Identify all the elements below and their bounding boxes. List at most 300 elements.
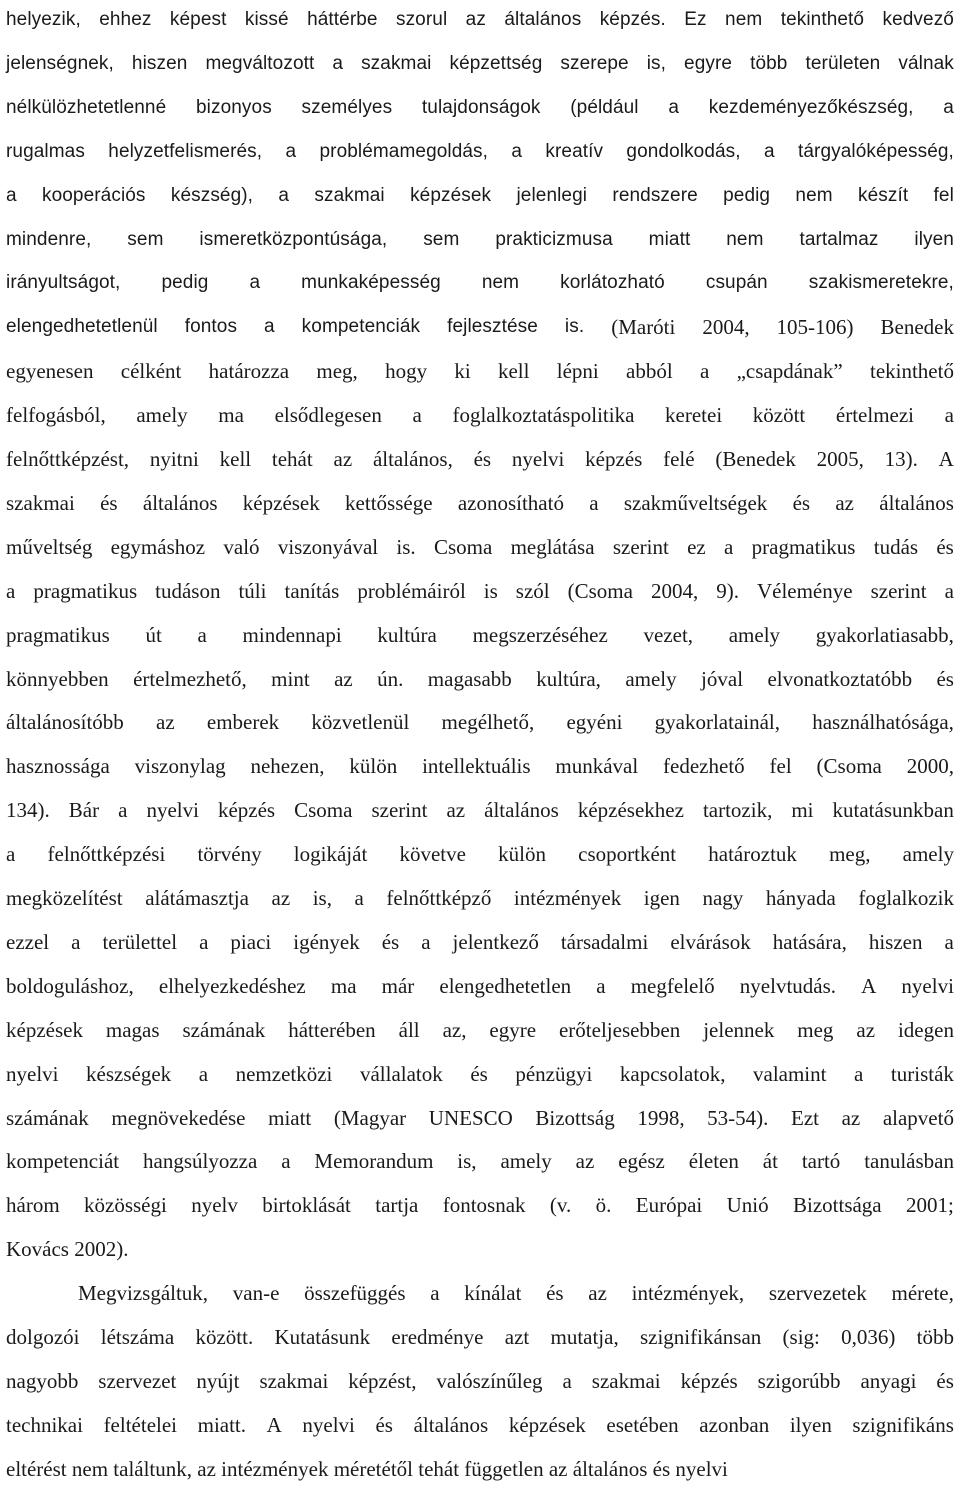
word: a (198, 1061, 209, 1086)
text-line (6, 1449, 954, 1489)
word: A (861, 973, 877, 998)
text-segment: eltérést nem találtunk, az intézmények méretétől tehát független az általános és nyelvi (6, 1456, 728, 1481)
text-line (6, 1098, 954, 1138)
word: több (750, 52, 788, 74)
word: az (156, 710, 175, 735)
word: kompetenciát (6, 1149, 120, 1174)
word: és (936, 666, 954, 691)
word: között (752, 403, 806, 428)
word: a (562, 1368, 572, 1393)
word: van-e (232, 1281, 280, 1306)
word: pénzügyi (515, 1061, 593, 1086)
word: képzés (680, 1368, 738, 1393)
text-line (6, 132, 954, 172)
word: fejlesztése (447, 316, 538, 338)
word: turisták (890, 1061, 954, 1086)
word: nyelvi (146, 798, 199, 823)
word: az (446, 798, 466, 823)
text-line (6, 263, 954, 303)
word: és (546, 1281, 564, 1306)
word: kell (219, 447, 252, 471)
word: több (916, 1325, 954, 1349)
word: 13). (884, 447, 918, 471)
word: át (762, 1149, 778, 1174)
word: sem (127, 228, 164, 250)
word: tehát (271, 447, 313, 471)
word: között. (195, 1325, 254, 1349)
word: szerint (612, 534, 669, 559)
word: készség), (170, 184, 254, 206)
word: bizonyos (196, 96, 272, 118)
word: területtel (102, 929, 178, 954)
word: ma (330, 973, 357, 998)
word: birtoklását (262, 1193, 351, 1218)
word: nyelvi (901, 973, 954, 998)
word: nagyobb (6, 1368, 79, 1393)
word: a (354, 886, 364, 910)
word: fedezhető (663, 754, 745, 779)
text-line (6, 351, 954, 391)
word: az (271, 886, 291, 910)
word: ún. (377, 666, 404, 691)
word: munkaképesség (301, 272, 441, 294)
word: jóval (701, 666, 744, 691)
word: 134). (6, 798, 50, 823)
word: határoztuk (708, 842, 797, 867)
word: idegen (897, 1017, 954, 1042)
word: fel (933, 184, 954, 206)
word: készségek (86, 1061, 172, 1086)
word: törvény (197, 842, 262, 867)
word: hangsúlyozza (143, 1149, 258, 1174)
word: nyitni (149, 447, 199, 471)
word: elvárások (670, 929, 751, 954)
word: háttérbe (307, 9, 378, 30)
word: meg, (829, 842, 871, 867)
word: fel (769, 754, 792, 779)
word: életen (688, 1149, 739, 1174)
word: elhelyezkedéshez (158, 973, 306, 998)
word: és (936, 534, 954, 559)
word: vezet, (643, 622, 694, 647)
word: nem (795, 184, 833, 206)
word: célként (120, 359, 182, 384)
word: egyre (489, 1017, 537, 1042)
word: személyes (301, 96, 393, 118)
word: tudáson (155, 578, 221, 603)
word: problémáiról (357, 578, 466, 603)
word: a (430, 1281, 440, 1306)
text-line (6, 439, 954, 479)
word: magasabb (427, 666, 512, 691)
word: felnőttképző (386, 886, 492, 910)
word: kettőssége (345, 490, 433, 515)
word: a (944, 403, 954, 428)
word: elvonatkoztatóbb (767, 666, 913, 691)
word: tartozik, (702, 798, 773, 823)
word: tekinthető (869, 359, 954, 384)
word: szakmai (591, 1368, 661, 1393)
word: Unió (726, 1193, 769, 1218)
word: tudás (873, 534, 919, 559)
word: Bizottsága (792, 1193, 882, 1218)
text-line (6, 176, 954, 216)
word: Bizottság (535, 1105, 615, 1130)
word: (Csoma (816, 754, 882, 779)
text-line (6, 1054, 954, 1094)
word: szakmai (259, 1368, 329, 1393)
word: határozza (208, 359, 290, 384)
word: társadalmi (560, 929, 649, 954)
text-line (6, 746, 954, 786)
word: általános (142, 490, 218, 515)
word: műveltség (6, 534, 93, 559)
word: szakismeretekre, (808, 272, 954, 294)
word: A (266, 1412, 282, 1437)
word: nyelvi (511, 447, 565, 471)
word: egyéni (566, 710, 623, 735)
text-line (6, 1010, 954, 1050)
word: közösségi (84, 1193, 167, 1218)
word: ehhez (99, 9, 152, 30)
word: az (334, 666, 353, 691)
word: nehezen, (250, 754, 325, 779)
word: megnövekedése (111, 1105, 246, 1130)
text-line (6, 834, 954, 874)
word: a (511, 140, 523, 162)
word: amely (500, 1149, 552, 1174)
word: képest (169, 9, 227, 30)
word: Csoma (294, 798, 353, 823)
word: 0,036) (841, 1325, 896, 1349)
word: feltételei (103, 1412, 178, 1437)
word: (sig: (782, 1325, 820, 1349)
word: Csoma (433, 534, 493, 559)
word: képzettség (449, 52, 543, 74)
word: szignifikáns (852, 1412, 954, 1437)
word: követve (399, 842, 466, 867)
word: nemzetközi (235, 1061, 333, 1086)
word: gondolkodás, (626, 140, 741, 162)
word: gyakorlatainál, (654, 710, 781, 735)
word: képzésekhez (577, 798, 684, 823)
word: abból (626, 359, 673, 384)
word: 53-54). (707, 1105, 769, 1130)
word: nem (481, 272, 520, 294)
word: amely (136, 403, 188, 428)
word: amely (902, 842, 954, 867)
word: kultúra, (536, 666, 601, 691)
word: lépni (556, 359, 599, 384)
text-line (6, 878, 954, 918)
text-line (6, 0, 954, 40)
word: válnak (898, 52, 954, 74)
word: a (71, 929, 81, 954)
word: külön (498, 842, 546, 867)
word: viszonylag (134, 754, 226, 779)
word: mi (791, 798, 814, 823)
word: hányada (765, 886, 836, 910)
word: és (381, 929, 400, 954)
word: azt (504, 1325, 530, 1349)
word: logikáját (293, 842, 368, 867)
text-line (6, 1141, 954, 1181)
word: a (6, 578, 16, 603)
word: felnőttképzési (47, 842, 166, 867)
word: (v. (549, 1193, 572, 1218)
word: a (281, 1149, 291, 1174)
text-line (6, 922, 954, 962)
word: fontos (184, 316, 238, 338)
word: is. (564, 316, 585, 338)
word: összefüggés (304, 1281, 406, 1306)
word: megváltozott (205, 52, 315, 74)
word: általános (484, 798, 559, 823)
word: pragmatikus (33, 578, 138, 603)
text-line (6, 44, 954, 84)
word: problémamegoldás, (319, 140, 489, 162)
word: szakmai (314, 184, 385, 206)
word: az, (442, 1017, 467, 1042)
word: és (936, 1368, 954, 1393)
word: általános (504, 9, 582, 30)
word: tanulásban (864, 1149, 954, 1174)
word: Bár (68, 798, 100, 823)
word: keretei (665, 403, 723, 428)
word: 2005, (816, 447, 864, 471)
word: miatt (268, 1105, 312, 1130)
word: csoportként (578, 842, 677, 867)
word: értelmezi (835, 403, 915, 428)
word: már (381, 973, 415, 998)
word: tulajdonságok (421, 96, 541, 118)
word: dolgozói (6, 1325, 80, 1349)
word: nélkülözhetetlenné (6, 96, 167, 118)
word: mint (271, 666, 310, 691)
word: helyezik, (6, 9, 81, 30)
word: ez (687, 534, 706, 559)
word: irányultságot, (6, 272, 121, 294)
word: az (465, 9, 486, 30)
word: Ezt (791, 1105, 819, 1130)
word: képzés (585, 447, 643, 471)
word: jelentkező (452, 929, 539, 954)
word: szervezetek (768, 1281, 867, 1306)
word: szól (515, 578, 550, 603)
word: felfogásból, (6, 403, 106, 428)
word: megközelítést (6, 886, 123, 910)
word: kooperációs (41, 184, 146, 206)
word: piaci (230, 929, 272, 954)
word: Megvizsgáltuk, (78, 1281, 209, 1306)
word: Európai (635, 1193, 703, 1218)
word: szorul (395, 9, 448, 30)
word: miatt (648, 228, 691, 250)
word: külön (349, 754, 398, 779)
word: megfelelő (630, 973, 715, 998)
word: képzések (6, 1017, 83, 1042)
word: használhatósága, (812, 710, 954, 735)
word: nyelvi (302, 1412, 355, 1437)
word: ismeretközpontúsága, (199, 228, 388, 250)
word: kreatív (545, 140, 604, 162)
word: és (792, 490, 811, 515)
word: egyre (684, 52, 733, 74)
word: intézmények (513, 886, 622, 910)
word: viszonyával (277, 534, 379, 559)
word: és (100, 490, 118, 515)
word: szerepe (560, 52, 629, 74)
word: hogy (385, 359, 428, 384)
word: kompetenciák (301, 316, 421, 338)
text-line (6, 790, 954, 830)
word: 1998, (637, 1105, 685, 1130)
word: (Maróti (611, 315, 676, 340)
word: az (575, 1149, 595, 1174)
word: 2000, (906, 754, 954, 779)
word: helyzetfelismerés, (108, 140, 263, 162)
word: kell (497, 359, 530, 384)
word: hiszen (131, 52, 188, 74)
text-line (6, 220, 954, 260)
word: mutatja, (550, 1325, 619, 1349)
word: ilyen (789, 1412, 832, 1437)
word: nem (725, 9, 763, 30)
text-line (6, 1229, 954, 1269)
word: elsődlegesen (274, 403, 382, 428)
word: általánosítóbb (6, 710, 124, 735)
word: anyagi (860, 1368, 917, 1393)
word: az (588, 1281, 607, 1306)
word: jelenlegi (516, 184, 588, 206)
text-line (6, 1317, 954, 1357)
word: kissé (244, 9, 289, 30)
word: képzések (410, 184, 492, 206)
word: foglalkozik (858, 886, 954, 910)
word: a (197, 622, 207, 647)
word: mérete, (891, 1281, 954, 1306)
word: meglátása (510, 534, 595, 559)
word: a (943, 96, 954, 118)
word: szerint (371, 798, 428, 823)
word: az (856, 1017, 876, 1042)
word: magas (105, 1017, 160, 1042)
word: 9). (716, 578, 739, 603)
word: is. (396, 534, 416, 559)
word: három (6, 1193, 60, 1218)
word: létszáma (100, 1325, 175, 1349)
word: a (421, 929, 431, 954)
word: szakmai (6, 490, 75, 515)
word: a (199, 929, 209, 954)
word: ezzel (6, 929, 50, 954)
word: ki (454, 359, 471, 384)
word: a (944, 929, 954, 954)
word: alátámasztja (145, 886, 249, 910)
word: (Csoma (567, 578, 633, 603)
text-line (78, 1273, 954, 1313)
word: képzés (217, 798, 276, 823)
word: rugalmas (6, 140, 85, 162)
word: csupán (705, 272, 768, 294)
word: a (332, 52, 344, 74)
word: a (412, 403, 422, 428)
word: képzések (508, 1412, 586, 1437)
word: egyenesen (6, 359, 94, 384)
word: út (145, 622, 162, 647)
word: készít (858, 184, 909, 206)
word: esetében (606, 1412, 679, 1437)
word: tekinthető (780, 9, 865, 30)
word: intellektuális (422, 754, 531, 779)
word: vállalatok (359, 1061, 443, 1086)
text-line (6, 88, 954, 128)
word: a (6, 184, 17, 206)
word: képzés. (599, 9, 666, 30)
word: intézmények, (631, 1281, 745, 1306)
word: nyelv (191, 1193, 238, 1218)
word: egymáshoz (110, 534, 206, 559)
word: hiszen (868, 929, 923, 954)
word: nyelvtudás. (739, 973, 837, 998)
word: az (333, 447, 353, 471)
word: a (264, 316, 275, 338)
word: elengedhetetlenül (6, 316, 158, 338)
word: a (764, 140, 775, 162)
word: eredménye (391, 1325, 484, 1349)
word: tartalmaz (799, 228, 879, 250)
word: területen (805, 52, 881, 74)
word: kapcsolatok, (619, 1061, 726, 1086)
word: mindenre, (6, 228, 92, 250)
word: is, (312, 886, 332, 910)
word: a (944, 578, 954, 603)
word: Memorandum (314, 1149, 434, 1174)
word: pragmatikus (6, 622, 110, 647)
word: a (285, 140, 297, 162)
word: pragmatikus (751, 534, 856, 559)
word: tanítás (284, 578, 340, 603)
word: miatt. (197, 1412, 247, 1437)
word: pedig (723, 184, 771, 206)
word: ö. (595, 1193, 612, 1218)
text-line (6, 702, 954, 742)
word: kultúra (377, 622, 437, 647)
word: általános, (372, 447, 453, 471)
word: nem (726, 228, 764, 250)
word: nyelvi (6, 1061, 59, 1086)
word: számának (182, 1017, 266, 1042)
text-line (6, 615, 954, 655)
word: az (841, 1105, 861, 1130)
word: a (118, 798, 128, 823)
word: szerint (870, 578, 927, 603)
word: az (835, 490, 855, 515)
word: Kutatásunk (274, 1325, 371, 1349)
word: prakticizmusa (495, 228, 613, 250)
word: szakműveltségek (623, 490, 768, 515)
word: igen (643, 886, 680, 910)
word: valószínűleg (436, 1368, 543, 1393)
word: elengedhetetlen (439, 973, 572, 998)
word: a (249, 272, 261, 294)
word: meg (797, 1017, 834, 1042)
word: ilyen (914, 228, 954, 250)
word: tárgyalóképesség, (798, 140, 954, 162)
word: a (854, 1061, 864, 1086)
word: megszerzéséhez (472, 622, 608, 647)
word: erőteljesebben (558, 1017, 681, 1042)
